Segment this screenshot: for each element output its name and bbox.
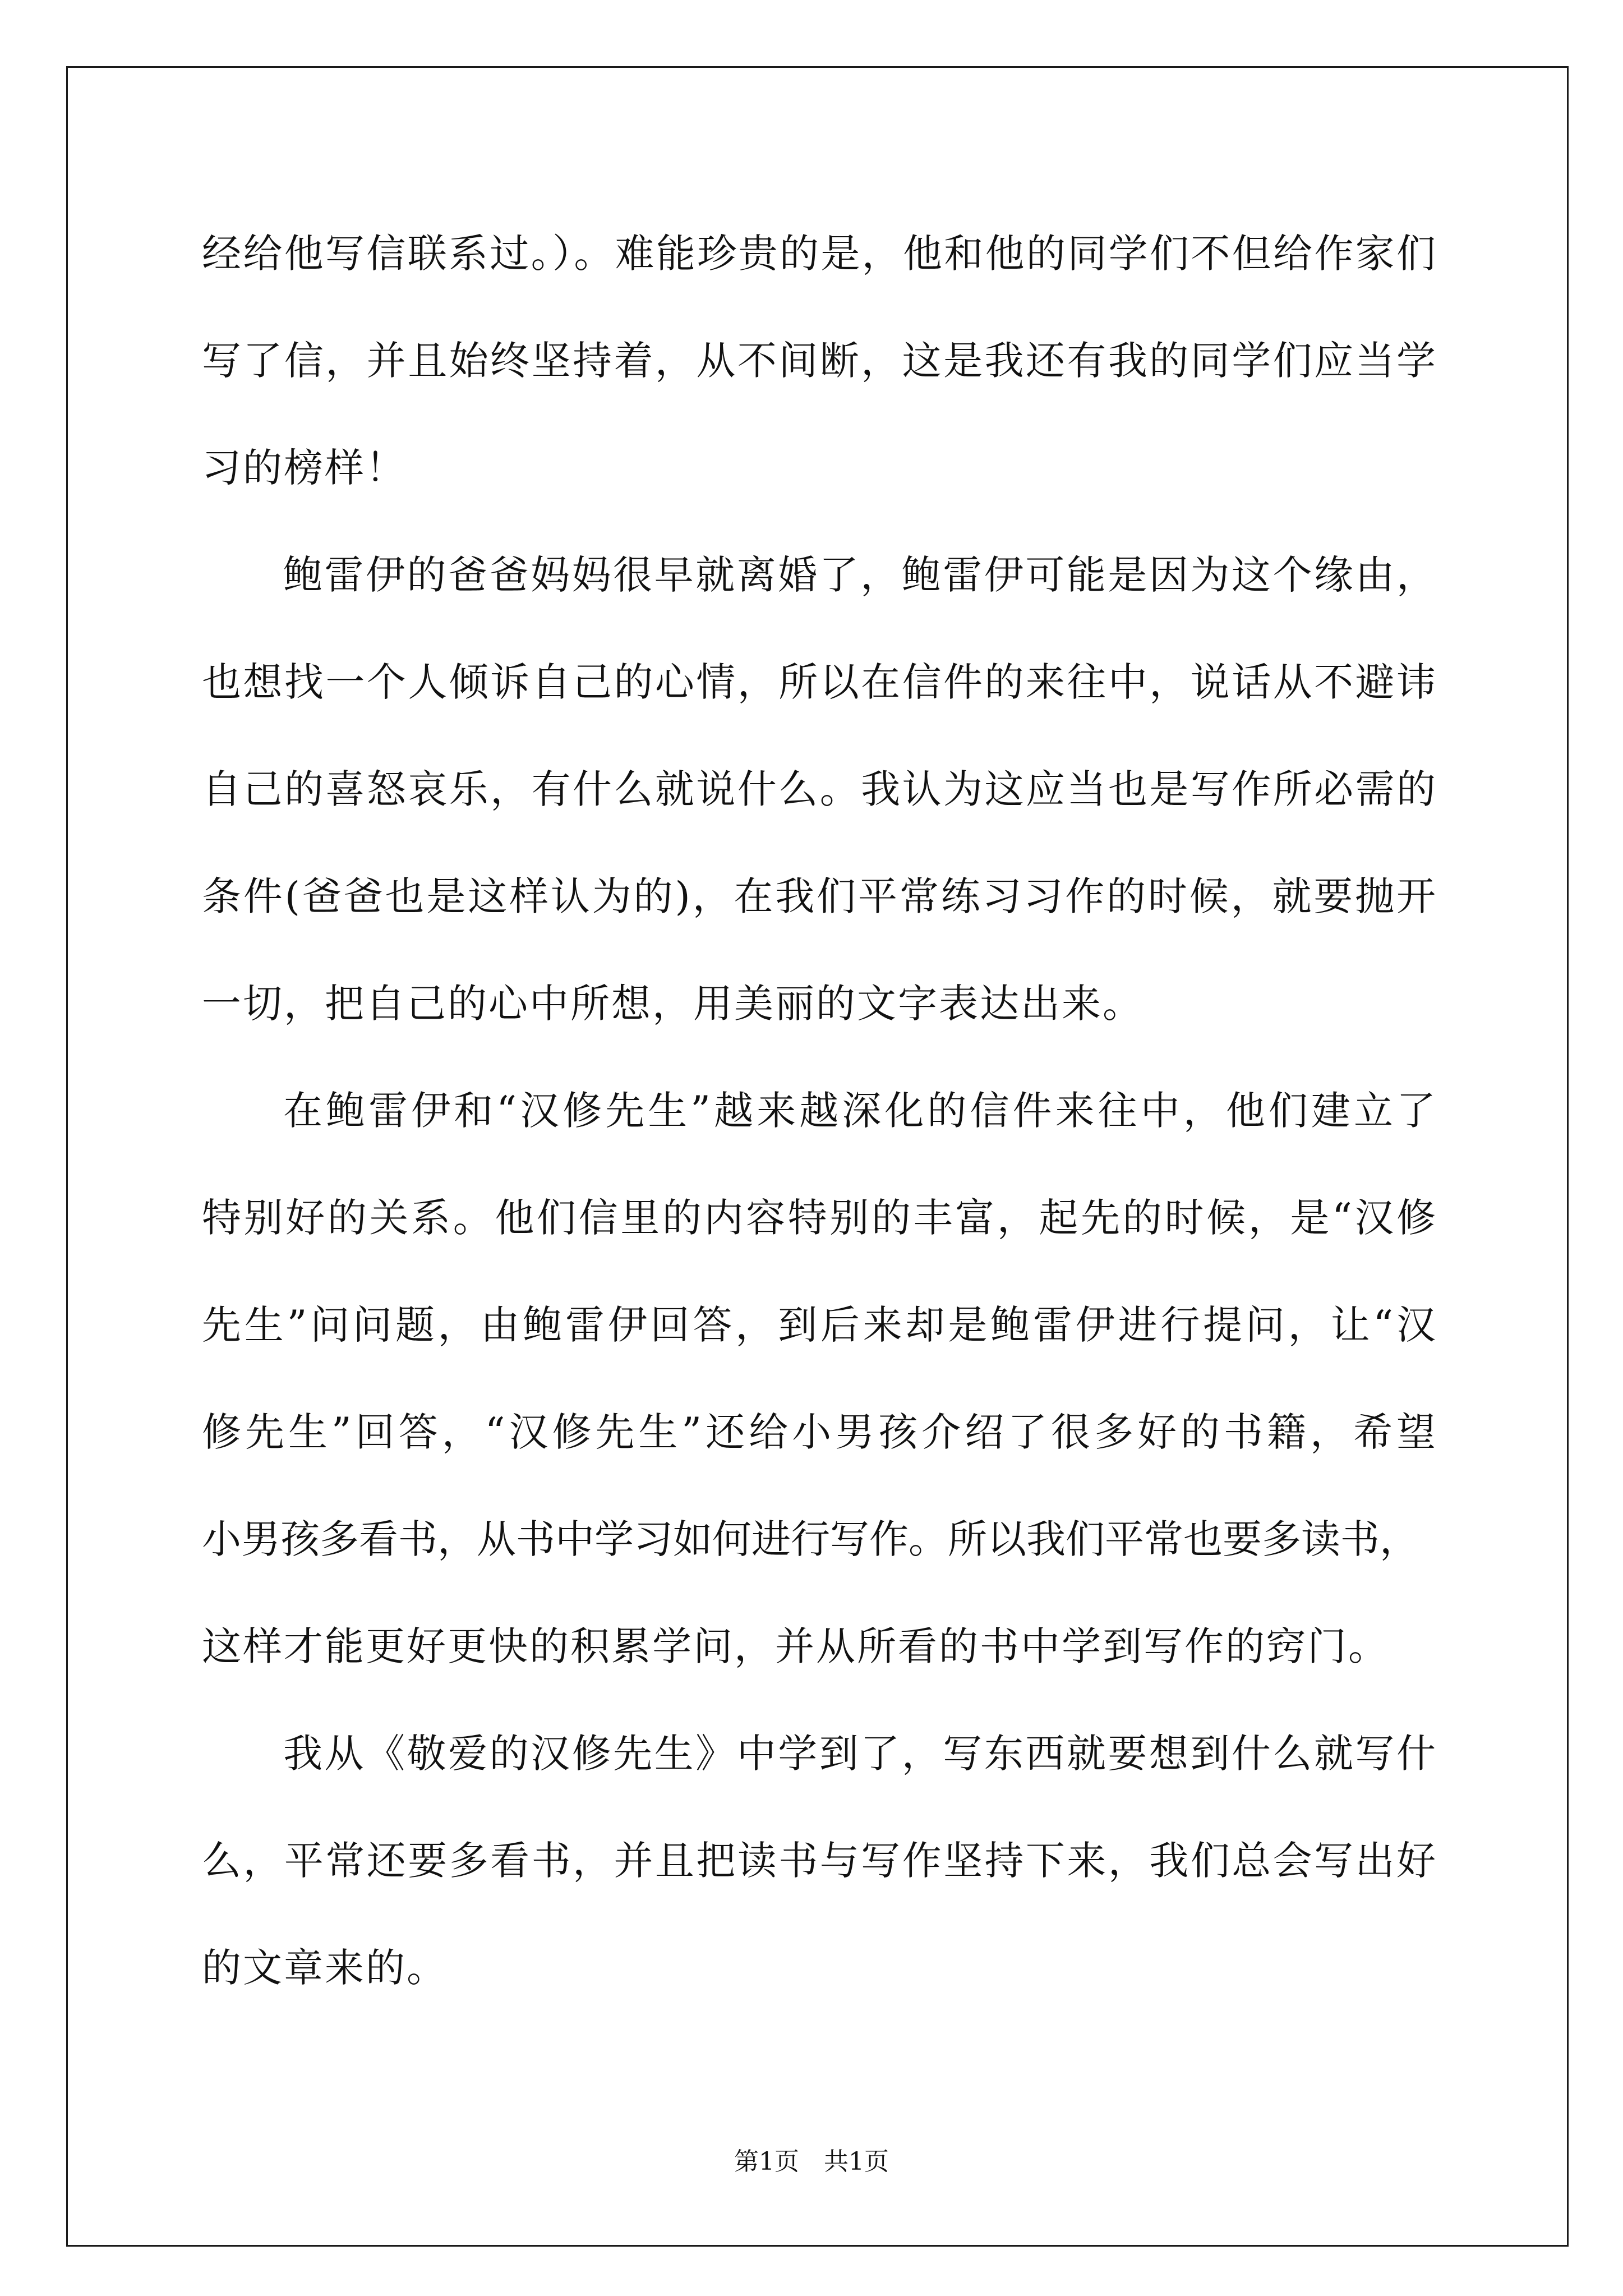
text-line: 一切，把自己的心中所想，用美丽的文字表达出来。	[202, 981, 1144, 1027]
text-line: 也想找一个人倾诉自己的心情，所以在信件的来往中，说话从不避讳	[202, 659, 1436, 705]
text-line: 这样才能更好更快的积累学问，并从所看的书中学到写作的窍门。	[202, 1623, 1389, 1669]
document-body	[202, 200, 1436, 2022]
paragraph-first-line: 在鲍雷伊和“汉修先生”越来越深化的信件来往中，他们建立了	[283, 1088, 1436, 1134]
text-line: 特别好的关系。他们信里的内容特别的丰富，起先的时候，是“汉修	[202, 1195, 1436, 1241]
text-line: 习的榜样！	[202, 445, 407, 491]
text-line: 自己的喜怒哀乐，有什么就说什么。我认为这应当也是写作所必需的	[202, 766, 1436, 812]
text-line: 修先生”回答，“汉修先生”还给小男孩介绍了很多好的书籍，希望	[202, 1409, 1436, 1455]
text-line: 的文章来的。	[202, 1945, 448, 1991]
text-line: 小男孩多看书，从书中学习如何进行写作。所以我们平常也要多读书，	[202, 1516, 1419, 1562]
text-line: 么，平常还要多看书，并且把读书与写作坚持下来，我们总会写出好	[202, 1838, 1436, 1884]
paragraph-first-line: 鲍雷伊的爸爸妈妈很早就离婚了，鲍雷伊可能是因为这个缘由，	[283, 552, 1436, 598]
text-line: 写了信，并且始终坚持着，从不间断，这是我还有我的同学们应当学	[202, 338, 1436, 384]
paragraph-first-line: 我从《敬爱的汉修先生》中学到了，写东西就要想到什么就写什	[283, 1731, 1436, 1777]
text-line: 条件(爸爸也是这样认为的)，在我们平常练习习作的时候，就要抛开	[202, 873, 1436, 919]
text-line: 经给他写信联系过。）。难能珍贵的是，他和他的同学们不但给作家们	[202, 231, 1436, 277]
text-line: 先生”问问题，由鲍雷伊回答，到后来却是鲍雷伊进行提问，让“汉	[202, 1302, 1436, 1348]
page-number-footer: 第1页 共1页	[734, 2147, 889, 2176]
